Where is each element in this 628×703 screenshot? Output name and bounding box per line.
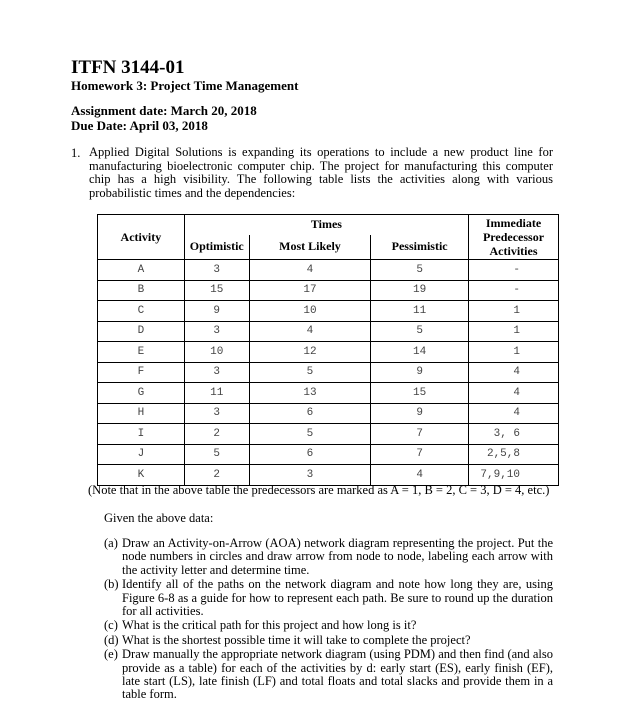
table-cell: 4	[249, 321, 371, 342]
table-cell: J	[98, 444, 185, 465]
table-row	[98, 362, 559, 383]
table-cell: 10	[184, 342, 249, 363]
header-predecessor: Immediate Predecessor Activities	[469, 215, 559, 260]
table-cell: 11	[371, 301, 469, 322]
table-cell: 7	[371, 444, 469, 465]
part-label: (b)	[104, 577, 119, 592]
table-cell: 5	[371, 260, 469, 281]
table-cell: -	[469, 260, 559, 281]
header-most-likely: Most Likely	[249, 235, 371, 260]
table-cell: 17	[249, 280, 371, 301]
table-cell: 4	[469, 403, 559, 424]
table-cell: E	[98, 342, 185, 363]
table-row	[98, 465, 559, 486]
part-text: What is the critical path for this project and how long is it?	[122, 618, 417, 633]
table-cell: I	[98, 424, 185, 445]
table-cell: 3	[184, 362, 249, 383]
table-cell: 3	[184, 321, 249, 342]
question-number: 1.	[71, 146, 81, 160]
table-row	[98, 444, 559, 465]
given-text: Given the above data:	[104, 511, 214, 525]
part-text: Draw manually the appropriate network diagram (using PDM) and then find (and also provide as a table) for each of the activities by d: early start (ES), early finish (EF), late start (LS), late finish (LF) and total floats and total slacks and provide them in a table form.	[122, 647, 553, 702]
part-c	[104, 619, 553, 632]
table-cell: 9	[184, 301, 249, 322]
question-text: Applied Digital Solutions is expanding its operations to include a new product line for manufacturing bioelectronic computer chip. The project for manufacturing this computer chip has a high visibility. The following table lists the activities along with various probabilistic times and the dependencies:	[89, 145, 553, 200]
table-cell: 9	[371, 362, 469, 383]
table-row	[98, 260, 559, 281]
table-row	[98, 280, 559, 301]
table-cell: 5	[371, 321, 469, 342]
table-cell: 2	[184, 465, 249, 486]
table-cell: 3	[184, 403, 249, 424]
table-cell: D	[98, 321, 185, 342]
table-cell: 1	[469, 321, 559, 342]
table-cell: 5	[249, 424, 371, 445]
table-cell: G	[98, 383, 185, 404]
table-cell: 4	[469, 362, 559, 383]
table-cell: 4	[249, 260, 371, 281]
table-row	[98, 321, 559, 342]
table-cell: 5	[249, 362, 371, 383]
table-cell: 6	[249, 444, 371, 465]
table-cell: 13	[249, 383, 371, 404]
due-date: Due Date: April 03, 2018	[71, 118, 208, 133]
table-cell: 3, 6	[469, 424, 559, 445]
table-cell: H	[98, 403, 185, 424]
part-label: (e)	[104, 647, 118, 662]
part-b	[104, 578, 553, 618]
table-cell: 4	[469, 383, 559, 404]
part-text: Draw an Activity-on-Arrow (AOA) network diagram representing the project. Put the node numbers in circles and draw arrow from node to node, labeling each arrow with the activity letter and determine time.	[122, 536, 553, 577]
table-cell: A	[98, 260, 185, 281]
question-parts	[104, 537, 553, 703]
part-text: What is the shortest possible time it will take to complete the project?	[122, 632, 471, 647]
header-optimistic: Optimistic	[184, 235, 249, 260]
part-d	[104, 634, 553, 647]
table-cell: 19	[371, 280, 469, 301]
table-cell: 15	[371, 383, 469, 404]
table-cell: 12	[249, 342, 371, 363]
table-cell: 1	[469, 342, 559, 363]
table-cell: 15	[184, 280, 249, 301]
activity-table-body	[98, 260, 559, 486]
part-a	[104, 537, 553, 577]
course-title: ITFN 3144-01	[71, 57, 185, 78]
table-row	[98, 301, 559, 322]
table-cell: 7	[371, 424, 469, 445]
table-cell: 3	[184, 260, 249, 281]
table-row	[98, 342, 559, 363]
part-text: Identify all of the paths on the network diagram and note how long they are, using Figure 6-8 as a guide for how to represent each path. Be sure to round up the duration for all activities.	[122, 577, 553, 619]
table-cell: F	[98, 362, 185, 383]
table-cell: 2,5,8	[469, 444, 559, 465]
table-row	[98, 424, 559, 445]
header-activity: Activity	[98, 215, 185, 260]
table-cell: 14	[371, 342, 469, 363]
table-row	[98, 403, 559, 424]
header-times: Times	[184, 215, 468, 235]
homework-title: Homework 3: Project Time Management	[71, 78, 299, 93]
header-pessimistic: Pessimistic	[371, 235, 469, 260]
table-cell: 7,9,10	[469, 465, 559, 486]
table-cell: 6	[249, 403, 371, 424]
part-e	[104, 648, 553, 702]
table-cell: 9	[371, 403, 469, 424]
table-cell: 3	[249, 465, 371, 486]
table-note: (Note that in the above table the predecessors are marked as A = 1, B = 2, C = 3, D = 4, etc.)	[88, 483, 550, 497]
table-row	[98, 383, 559, 404]
table-cell: 2	[184, 424, 249, 445]
table-cell: C	[98, 301, 185, 322]
assignment-date: Assignment date: March 20, 2018	[71, 103, 257, 118]
table-cell: K	[98, 465, 185, 486]
table-cell: B	[98, 280, 185, 301]
part-label: (d)	[104, 632, 119, 647]
table-cell: 11	[184, 383, 249, 404]
part-label: (a)	[104, 536, 118, 550]
table-cell: 4	[371, 465, 469, 486]
table-cell: -	[469, 280, 559, 301]
part-label: (c)	[104, 618, 118, 633]
table-cell: 5	[184, 444, 249, 465]
table-cell: 1	[469, 301, 559, 322]
activity-table	[97, 214, 559, 486]
table-cell: 10	[249, 301, 371, 322]
